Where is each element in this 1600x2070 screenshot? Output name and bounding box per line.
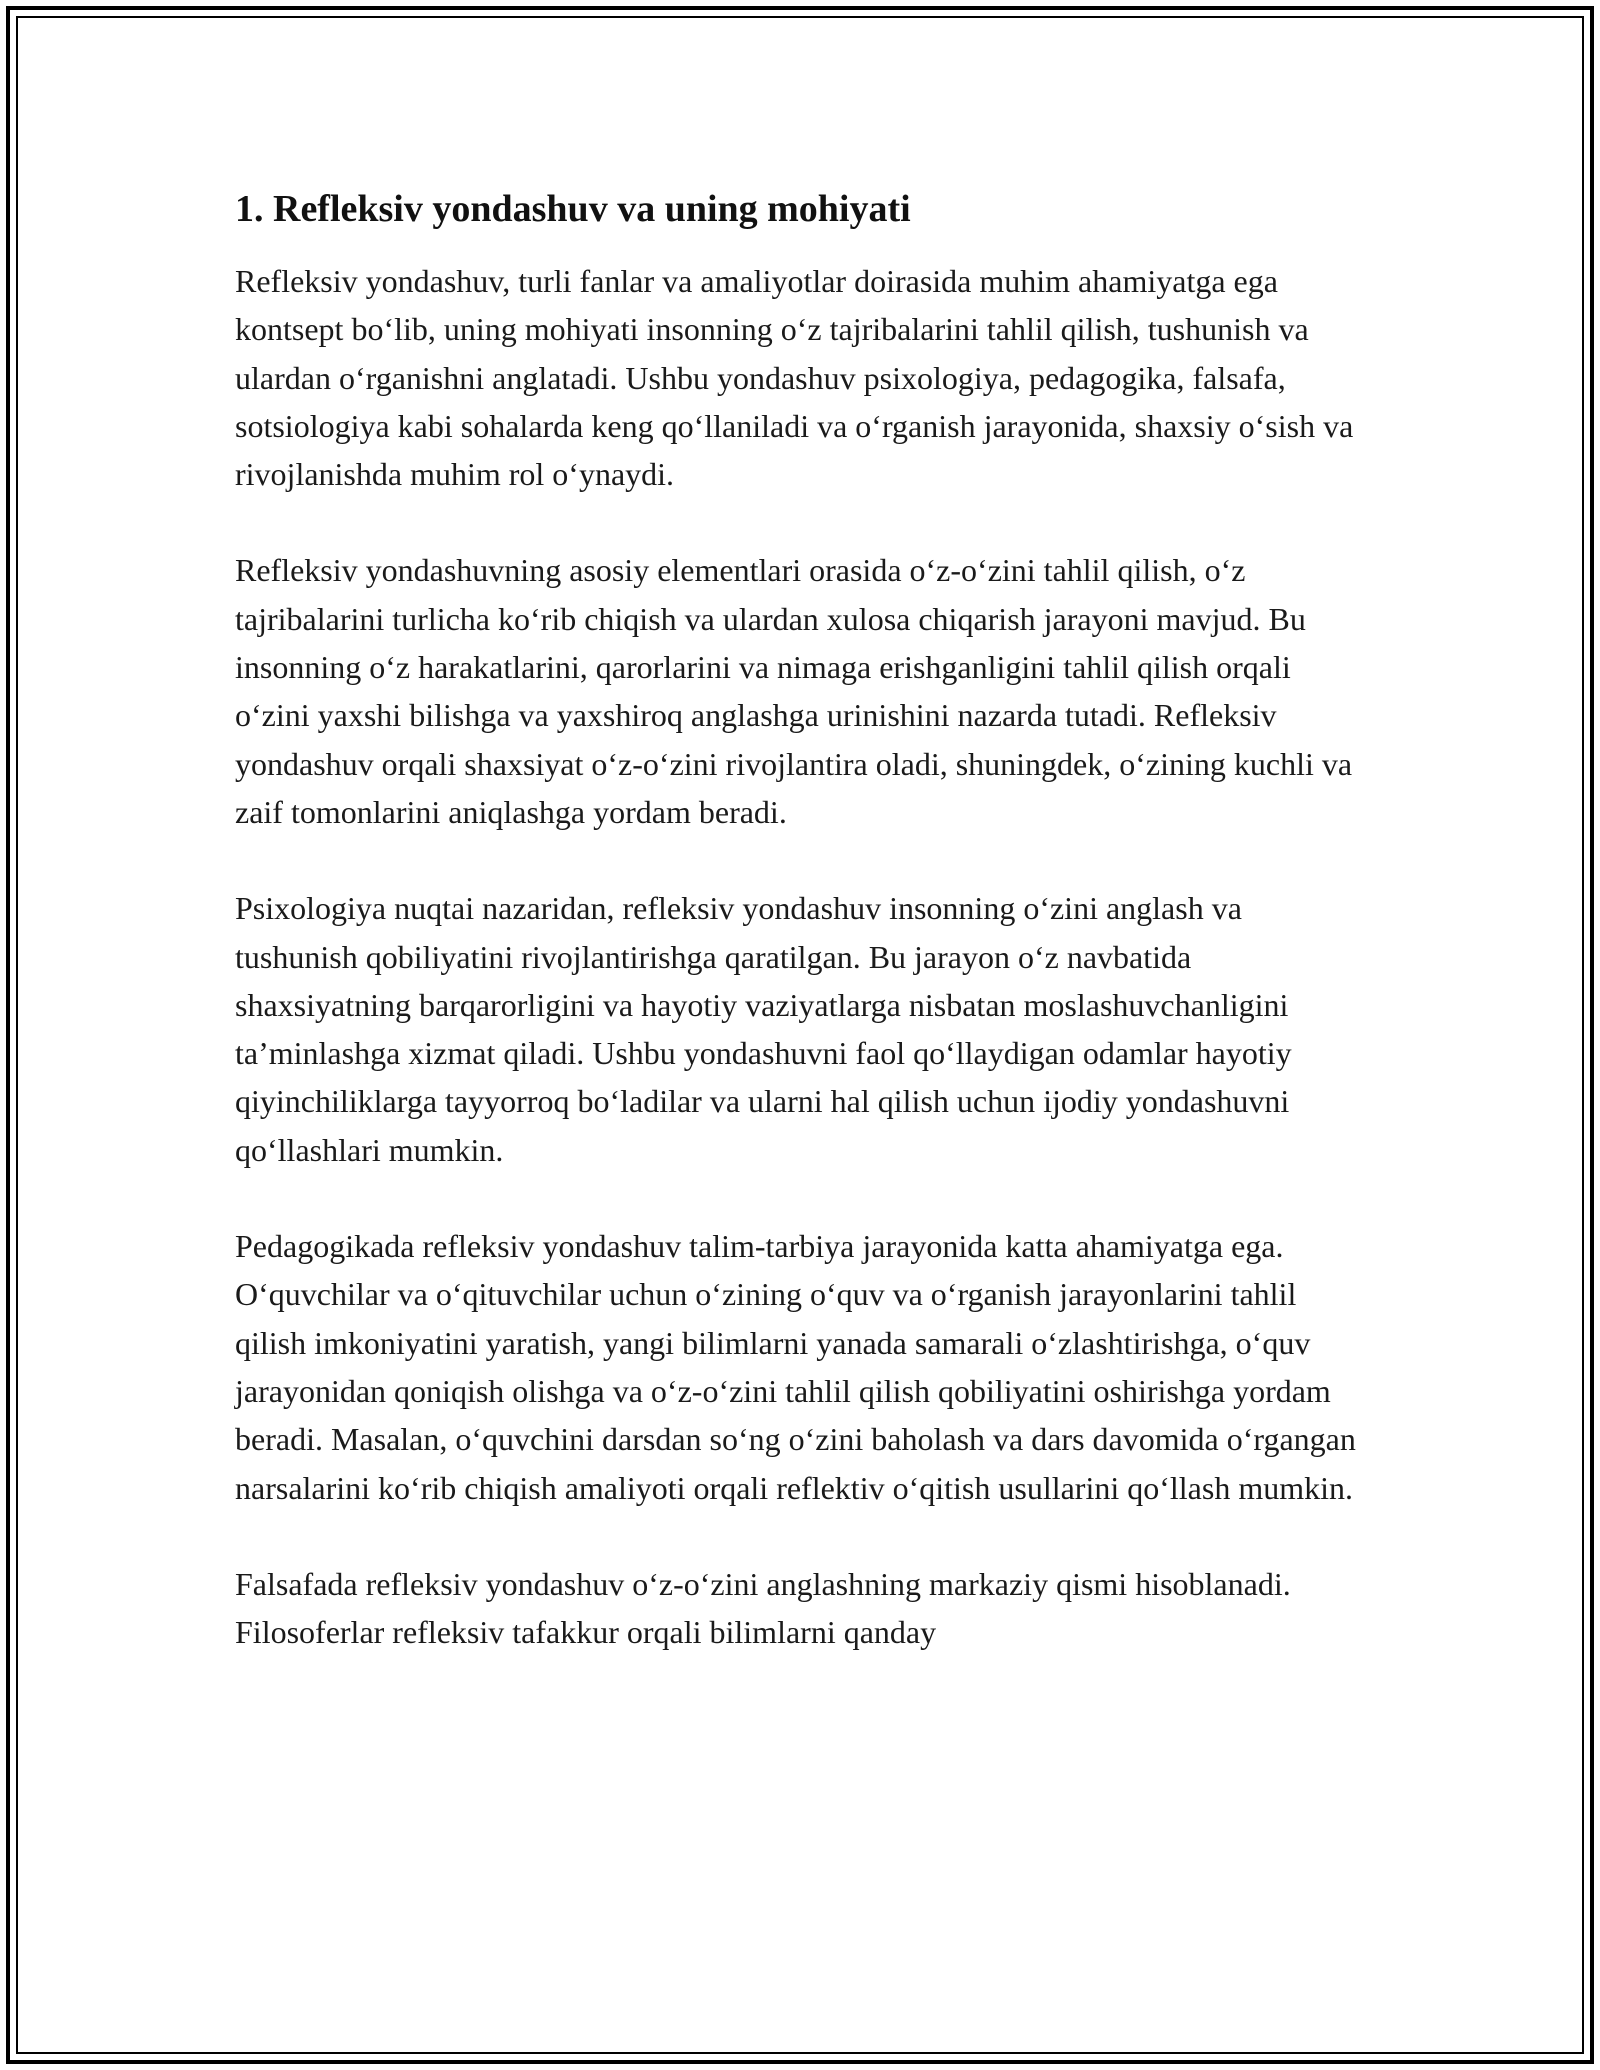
paragraph-4: Pedagogikada refleksiv yondashuv talim-tarbiya jarayonida katta ahamiyatga ega. O‘quvchilar va o‘qituvchilar uchun o‘zining o‘quv va o‘rganish jarayonlarini tahlil qilish imkoniyatini yaratish, yangi bilimlarni yanada samarali o‘zlashtirishga, o‘quv jarayonidan qoniqish olishga va o‘z-o‘zini tahlil qilish qobiliyatini oshirishga yordam beradi. Masalan, o‘quvchini darsdan so‘ng o‘zini baholash va dars davomida o‘rgangan narsalarini ko‘rib chiqish amaliyoti orqali reflektiv o‘qitish usullarini qo‘llash mumkin. xyxy=(235,1228,1356,1506)
paragraph-2: Refleksiv yondashuvning asosiy elementlari orasida o‘z-o‘zini tahlil qilish, o‘z tajribalarini turlicha ko‘rib chiqish va ulardan xulosa chiqarish jarayoni mavjud. Bu insonning o‘z harakatlarini, qarorlarini va nimaga erishganligini tahlil qilish orqali o‘zini yaxshi bilishga va yaxshiroq anglashga urinishini nazarda tutadi. Refleksiv yondashuv orqali shaxsiyat o‘z-o‘zini rivojlantira oladi, shuningdek, o‘zining kuchli va zaif tomonlarini aniqlashga yordam beradi. xyxy=(235,552,1353,830)
section-title: 1. Refleksiv yondashuv va uning mohiyati xyxy=(235,188,911,230)
document-body xyxy=(235,185,1365,1704)
paragraph-3: Psixologiya nuqtai nazaridan, refleksiv yondashuv insonning o‘zini anglash va tushunish qobiliyatini rivojlantirishga qaratilgan. Bu jarayon o‘z navbatida shaxsiyatning barqarorligini va hayotiy vaziyatlarga nisbatan moslashuvchanligini ta’minlashga xizmat qiladi. Ushbu yondashuvni faol qo‘llaydigan odamlar hayotiy qiyinchiliklarga tayyorroq bo‘ladilar va ularni hal qilish uchun ijodiy yondashuvni qo‘llashlari mumkin. xyxy=(235,890,1292,1168)
paragraph-1: Refleksiv yondashuv, turli fanlar va amaliyotlar doirasida muhim ahamiyatga ega kontsept bo‘lib, uning mohiyati insonning o‘z tajribalarini tahlil qilish, tushunish va ulardan o‘rganishni anglatadi. Ushbu yondashuv psixologiya, pedagogika, falsafa, sotsiologiya kabi sohalarda keng qo‘llaniladi va o‘rganish jarayonida, shaxsiy o‘sish va rivojlanishda muhim rol o‘ynaydi. xyxy=(235,263,1354,493)
paragraph-5: Falsafada refleksiv yondashuv o‘z-o‘zini anglashning markaziy qismi hisoblanadi. Filosoferlar refleksiv tafakkur orqali bilimlarni qanday xyxy=(235,1565,1291,1651)
